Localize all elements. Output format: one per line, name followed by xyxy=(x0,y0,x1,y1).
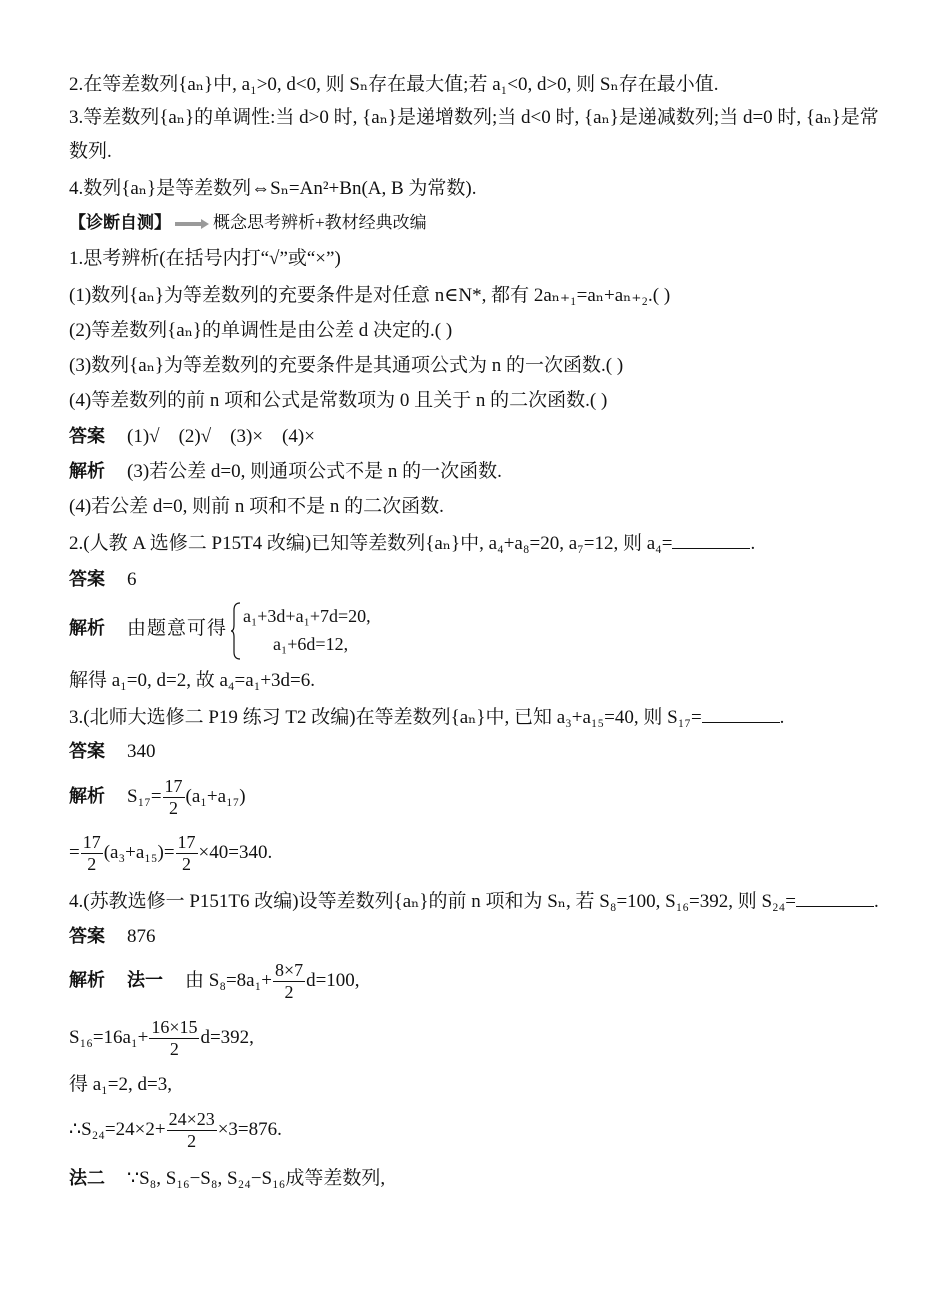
q2-answer: 6 xyxy=(127,569,137,590)
fraction-numerator: 17 xyxy=(177,832,196,853)
q2-analysis-intro: 由题意可得 xyxy=(127,618,228,639)
q2-stem-row: 2.(人教 A 选修二 P15T4 改编)已知等差数列{aₙ}中, a₄+a₈=20, a₇=12, 则 a₄= . xyxy=(69,530,755,557)
q1-item-3: (3)数列{aₙ}为等差数列的充要条件是其通项公式为 n 的一次函数.( ) xyxy=(69,355,624,376)
analysis-label: 解析 xyxy=(69,461,105,481)
m2: ∵S₈, S₁₆−S₈, S₂₄−S₁₆成等差数列, xyxy=(127,1168,386,1189)
s17-lhs: S₁₇= xyxy=(127,786,162,807)
q1-item-2: (2)等差数列{aₙ}的单调性是由公差 d 决定的.( ) xyxy=(69,320,453,341)
m1-a-end: d=100, xyxy=(306,970,360,991)
q4-method1-row-d xyxy=(69,1106,282,1154)
fraction-denominator: 2 xyxy=(87,854,97,875)
fraction-numerator: 17 xyxy=(164,776,183,797)
arrow-icon xyxy=(175,211,209,237)
equation-1: a₁+3d+a₁+7d=20, xyxy=(243,605,371,626)
diagnosis-heading: 【诊断自测】 xyxy=(69,213,171,232)
fraction xyxy=(149,1017,199,1059)
fraction-denominator: 2 xyxy=(284,982,294,1003)
answer-blank xyxy=(796,888,874,907)
q4-stem: 4.(苏教选修一 P151T6 改编)设等差数列{aₙ}的前 n 项和为 Sₙ, 若 S₈=100, S₁₆=392, 则 S₂₄= xyxy=(69,891,796,912)
q3-answer: 340 xyxy=(127,741,156,762)
q4-method1-c: 得 a₁=2, d=3, xyxy=(69,1074,172,1095)
q1-analysis-1: (3)若公差 d=0, 则通项公式不是 n 的一次函数. xyxy=(127,461,502,482)
step1-rhs: (a₁+a₁₇) xyxy=(185,786,246,807)
m1-b-end: d=392, xyxy=(200,1027,254,1048)
q3-stem: 3.(北师大选修二 P19 练习 T2 改编)在等差数列{aₙ}中, 已知 a₃+a₁₅=40, 则 S₁₇= xyxy=(69,707,702,728)
fraction xyxy=(273,960,305,1002)
q2-answer-row xyxy=(69,566,137,593)
fraction-denominator: 2 xyxy=(182,854,192,875)
step2-mid: (a₃+a₁₅)= xyxy=(103,842,175,863)
m1-d-end: ×3=876. xyxy=(217,1119,282,1140)
fraction xyxy=(167,1109,217,1151)
fraction-numerator: 8×7 xyxy=(274,960,304,981)
equation-2: a₁+6d=12, xyxy=(273,633,349,654)
q3-analysis-row xyxy=(69,772,246,821)
property-4: 4.数列{aₙ}是等差数列⇔Sₙ=An²+Bn(A, B 为常数). xyxy=(69,178,477,199)
diagnosis-header xyxy=(69,210,427,237)
q4-answer-row xyxy=(69,923,156,950)
fraction xyxy=(81,832,103,874)
q4-stem-row: 4.(苏教选修一 P151T6 改编)设等差数列{aₙ}的前 n 项和为 Sₙ, 若 S₈=100, S₁₆=392, 则 S₂₄= . xyxy=(69,888,879,915)
analysis-label: 解析 xyxy=(69,786,105,806)
fraction-denominator: 2 xyxy=(169,1039,179,1060)
q3-step2-row xyxy=(69,829,272,877)
answer-blank xyxy=(672,530,750,549)
answer-label: 答案 xyxy=(69,426,105,446)
q3-answer-row xyxy=(69,738,156,765)
answer-label: 答案 xyxy=(69,926,105,946)
method2-label: 法二 xyxy=(69,1168,105,1188)
q1-answer-row xyxy=(69,423,315,450)
q1-answer: (1)√ (2)√ (3)× (4)× xyxy=(127,426,315,447)
property-2: 2.在等差数列{aₙ}中, a₁>0, d<0, 则 Sₙ存在最大值;若 a₁<0, d>0, 则 Sₙ存在最小值. xyxy=(69,74,719,95)
method1-label: 法一 xyxy=(127,970,163,990)
fraction-denominator: 2 xyxy=(187,1131,197,1152)
m1-b: S₁₆=16a₁+ xyxy=(69,1027,149,1048)
answer-blank xyxy=(702,704,780,723)
q1-analysis-row xyxy=(69,458,502,485)
q2-analysis-row xyxy=(69,600,371,658)
q2-stem: 2.(人教 A 选修二 P15T4 改编)已知等差数列{aₙ}中, a₄+a₈=20, a₇=12, 则 a₄= xyxy=(69,533,673,554)
q1-item-1: (1)数列{aₙ}为等差数列的充要条件是对任意 n∈N*, 都有 2aₙ₊₁=aₙ+aₙ₊₂.( ) xyxy=(69,285,671,306)
q4-answer: 876 xyxy=(127,926,156,947)
property-3: 3.等差数列{aₙ}的单调性:当 d>0 时, {aₙ}是递增数列;当 d<0 时, {aₙ}是递减数列;当 d=0 时, {aₙ}是常数列. xyxy=(69,107,879,162)
q1-item-4: (4)等差数列的前 n 项和公式是常数项为 0 且关于 n 的二次函数.( ) xyxy=(69,390,608,411)
q1-analysis-2: (4)若公差 d=0, 则前 n 项和不是 n 的二次函数. xyxy=(69,496,444,517)
fraction xyxy=(163,776,185,818)
answer-label: 答案 xyxy=(69,741,105,761)
q1-title: 1.思考辨析(在括号内打“√”或“×”) xyxy=(69,248,341,269)
fraction-numerator: 16×15 xyxy=(151,1017,198,1038)
q4-method1-row-a xyxy=(69,956,360,1005)
fraction-numerator: 24×23 xyxy=(168,1109,215,1130)
fraction-denominator: 2 xyxy=(169,798,179,819)
equation-system xyxy=(231,602,371,658)
diagnosis-subtitle: 概念思考辨析+教材经典改编 xyxy=(213,213,427,232)
analysis-label: 解析 xyxy=(69,970,105,990)
m1-a: 由 S₈=8a₁+ xyxy=(185,970,272,991)
q3-stem-row: 3.(北师大选修二 P19 练习 T2 改编)在等差数列{aₙ}中, 已知 a₃+a₁₅=40, 则 S₁₇= . xyxy=(69,704,784,731)
q2-conclusion: 解得 a₁=0, d=2, 故 a₄=a₁+3d=6. xyxy=(69,670,315,691)
q4-method2-row xyxy=(69,1165,385,1192)
q4-method1-row-b xyxy=(69,1014,254,1062)
fraction-numerator: 17 xyxy=(82,832,101,853)
step2-end: ×40=340. xyxy=(198,842,273,863)
analysis-label: 解析 xyxy=(69,618,105,638)
answer-label: 答案 xyxy=(69,569,105,589)
step2-eq: = xyxy=(69,842,80,863)
m1-d: ∴S₂₄=24×2+ xyxy=(69,1119,166,1140)
fraction xyxy=(176,832,198,874)
left-brace-icon xyxy=(231,602,241,660)
